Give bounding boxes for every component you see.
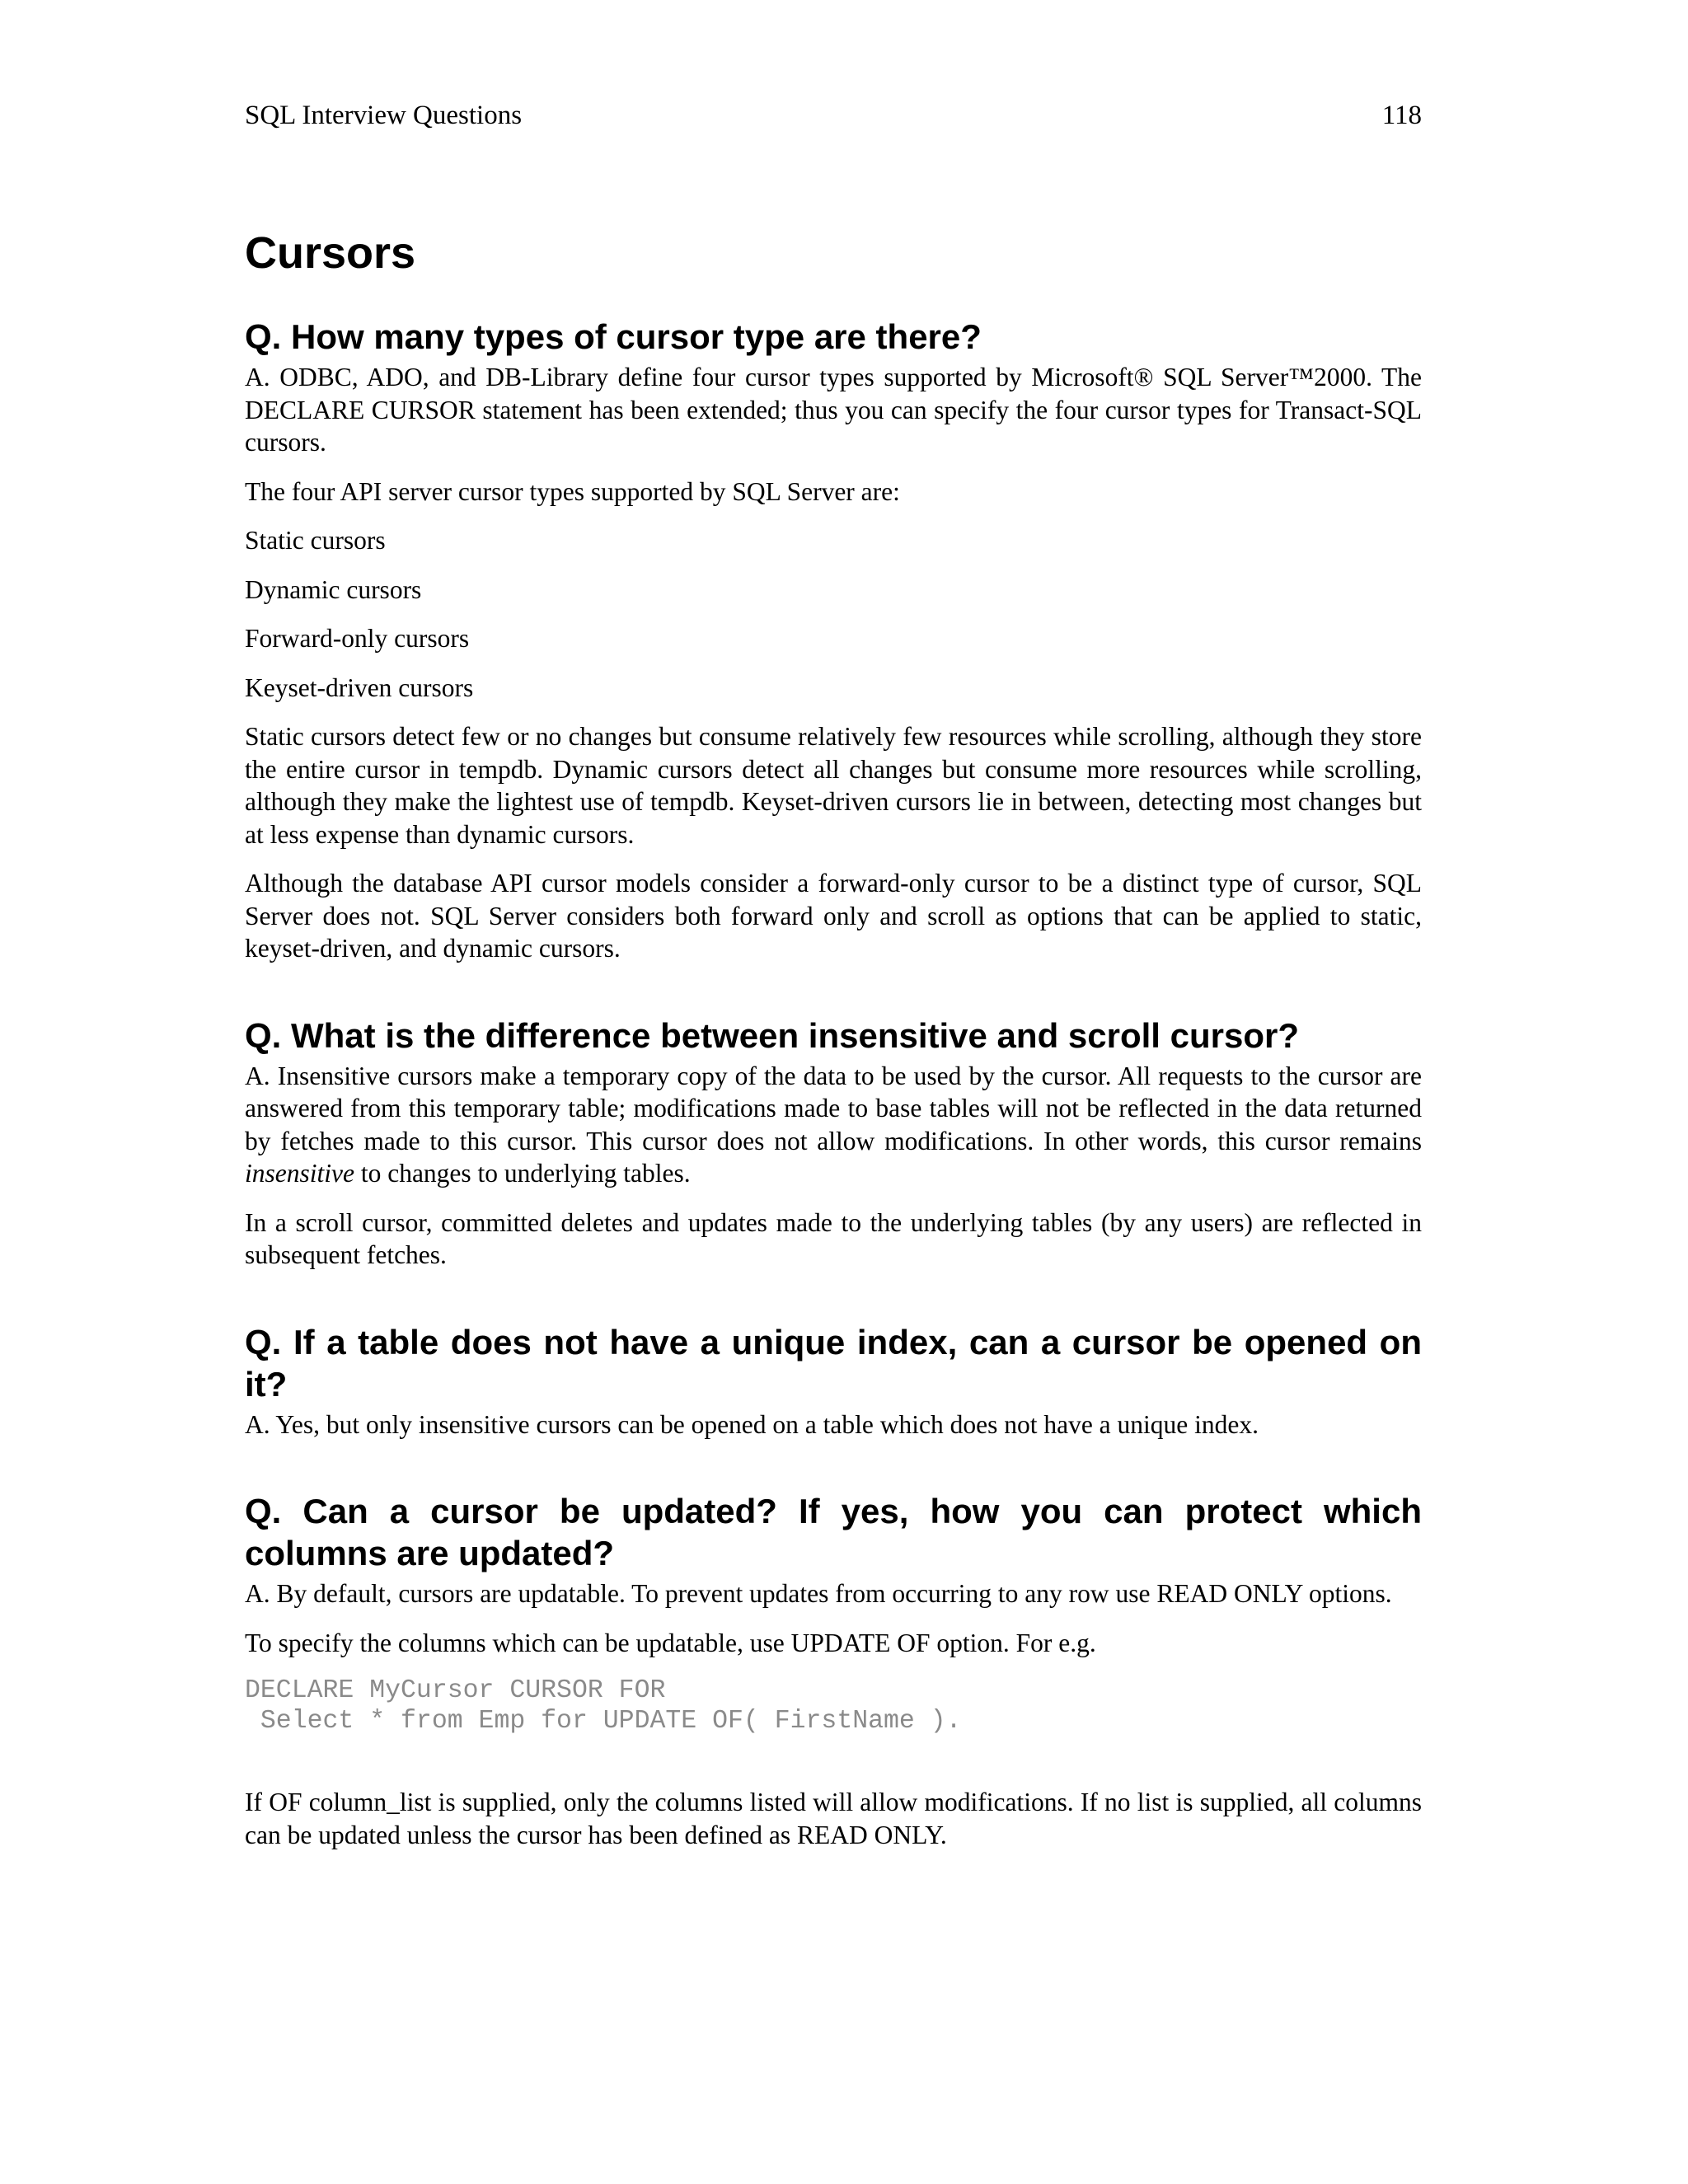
page-content — [245, 226, 1422, 1868]
cursor-type-item: Dynamic cursors — [245, 574, 422, 604]
qa-section — [245, 1015, 1422, 1272]
answer-text: A. Insensitive cursors make a temporary copy of the data to be used by the cursor. All requests to the cursor are answered from this temporary table; modifications made to base tables will not be reflected in the data returned by fetches made to this cursor. This cursor does not allow modifications. In other words, this cursor remains — [245, 1061, 1422, 1155]
answer-paragraph: A. By default, cursors are updatable. To prevent updates from occurring to any row use READ ONLY options. — [245, 1579, 1392, 1608]
cursor-type-item: Forward-only cursors — [245, 624, 470, 653]
question-heading: Q. If a table does not have a unique index, can a cursor be opened on it? — [245, 1322, 1422, 1404]
question-heading: Q. What is the difference between insensitive and scroll cursor? — [245, 1015, 1299, 1055]
answer-text: to changes to underlying tables. — [360, 1159, 691, 1188]
answer-paragraph: To specify the columns which can be updatable, use UPDATE OF option. For e.g. — [245, 1628, 1096, 1657]
answer-paragraph — [245, 1060, 1422, 1190]
answer-paragraph: In a scroll cursor, committed deletes and updates made to the underlying tables (by any users) are reflected in subsequent fetches. — [245, 1207, 1422, 1269]
code-block — [245, 1675, 1422, 1736]
answer-paragraph: If OF column_list is supplied, only the columns listed will allow modifications. If no list is supplied, all columns can be updated unless the cursor has been defined as READ ONLY. — [245, 1788, 1422, 1849]
qa-section — [245, 316, 1422, 965]
chapter-title: Cursors — [245, 228, 416, 278]
cursor-type-item: Static cursors — [245, 526, 386, 555]
page-number: 118 — [1381, 101, 1422, 130]
answer-paragraph: A. Yes, but only insensitive cursors can be opened on a table which does not have a unique index. — [245, 1409, 1259, 1439]
answer-paragraph: Although the database API cursor models consider a forward-only cursor to be a distinct type of cursor, SQL Server does not. SQL Server considers both forward only and scroll as options that can be applied to static, keyset-driven, and dynamic cursors. — [245, 869, 1422, 963]
running-header — [245, 97, 1422, 134]
qa-section — [245, 1490, 1422, 1851]
answer-paragraph: Static cursors detect few or no changes but consume relatively few resources while scrolling, although they store the entire cursor in tempdb. Dynamic cursors detect all changes but consume more resources while scrolling, although they make the lightest use of tempdb. Keyset-driven cursors lie in between, detecting most changes but at less expense than dynamic cursors. — [245, 722, 1422, 849]
running-header-title: SQL Interview Questions — [245, 101, 523, 130]
answer-paragraph: A. ODBC, ADO, and DB-Library define four cursor types supported by Microsoft® SQL Server™2000. The DECLARE CURSOR statement has been extended; thus you can specify the four cursor types for Transact-SQL cursors. — [245, 363, 1422, 457]
question-heading: Q. Can a cursor be updated? If yes, how you can protect which columns are updated? — [245, 1492, 1422, 1572]
cursor-type-item: Keyset-driven cursors — [245, 673, 474, 702]
code-line: Select * from Emp for UPDATE OF( FirstName ). — [245, 1707, 962, 1736]
code-line: DECLARE MyCursor CURSOR FOR — [245, 1676, 666, 1705]
answer-paragraph: The four API server cursor types supported by SQL Server are: — [245, 476, 900, 506]
qa-section — [245, 1321, 1422, 1441]
emphasis-text: insensitive — [245, 1159, 354, 1188]
question-heading: Q. How many types of cursor type are there? — [245, 317, 982, 356]
